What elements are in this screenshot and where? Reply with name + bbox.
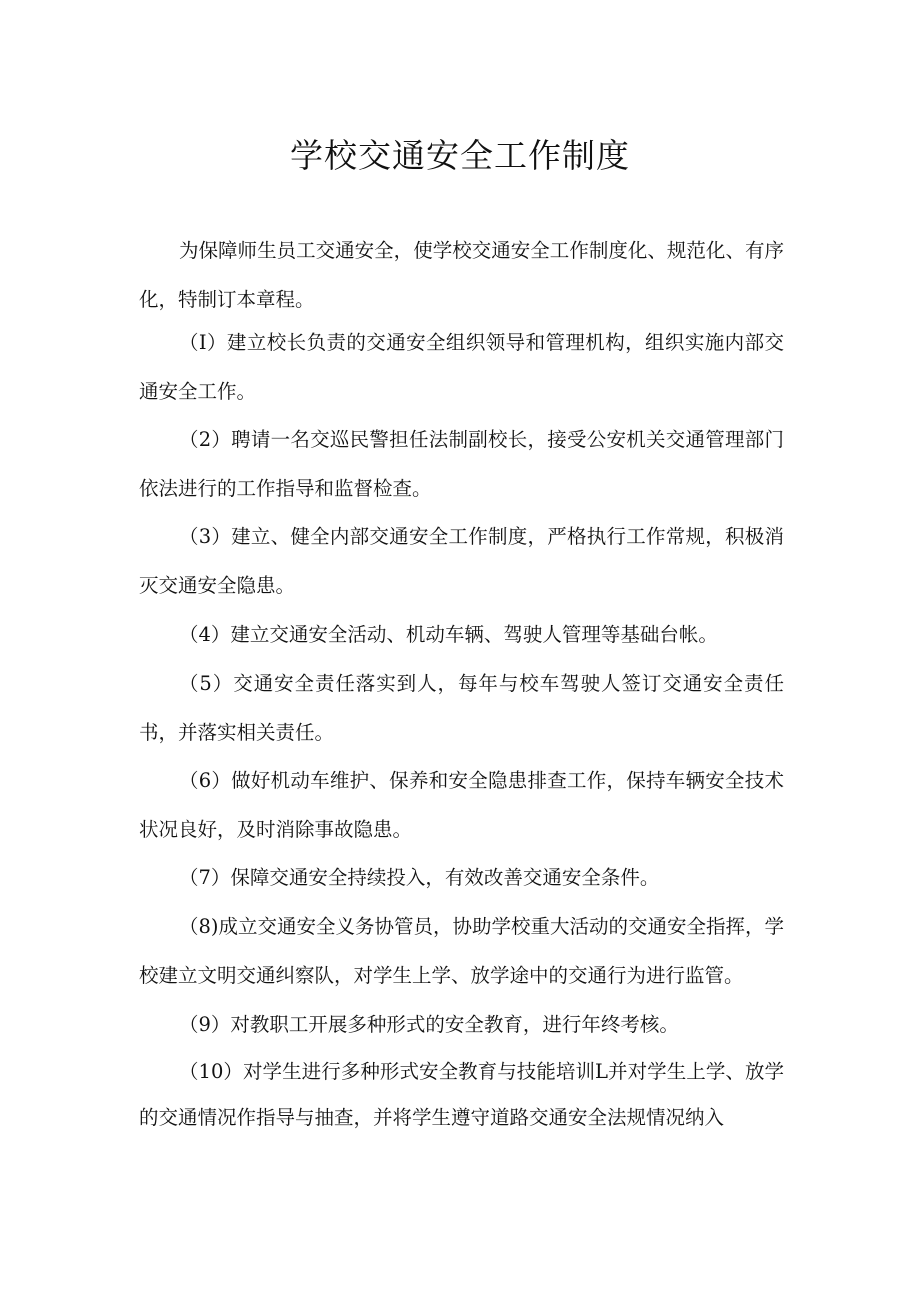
- item-9-paragraph: （9）对教职工开展多种形式的安全教育，进行年终考核。: [179, 1013, 679, 1036]
- item-3-paragraph: （3）建立、健全内部交通安全工作制度，严格执行工作常规，积极消灭交通安全隐患。: [139, 525, 784, 597]
- item-1-paragraph: （I）建立校长负责的交通安全组织领导和管理机构，组织实施内部交通安全工作。: [139, 331, 784, 403]
- item-10-paragraph: （10）对学生进行多种形式安全教育与技能培训L并对学生上学、放学的交通情况作指导与抽查，并将学生遵守道路交通安全法规情况纳入: [139, 1060, 784, 1129]
- item-4-paragraph: （4）建立交通安全活动、机动车辆、驾驶人管理等基础台帐。: [179, 623, 718, 646]
- document-title: 学校交通安全工作制度: [290, 136, 630, 175]
- item-8-paragraph: （8)成立交通安全义务协管员，协助学校重大活动的交通安全指挥，学校建立文明交通纠察队，对学生上学、放学途中的交通行为进行监管。: [139, 915, 785, 987]
- intro-paragraph: 为保障师生员工交通安全，使学校交通安全工作制度化、规范化、有序化，特制订本章程。: [139, 239, 784, 311]
- item-2-paragraph: （2）聘请一名交巡民警担任法制副校长，接受公安机关交通管理部门依法进行的工作指导和监督检查。: [139, 428, 784, 500]
- item-5-paragraph: （5）交通安全责任落实到人，每年与校车驾驶人签订交通安全责任书，并落实相关责任。: [139, 672, 784, 744]
- item-7-paragraph: （7）保障交通安全持续投入，有效改善交通安全条件。: [179, 866, 660, 889]
- item-6-paragraph: （6）做好机动车维护、保养和安全隐患排查工作，保持车辆安全技术状况良好，及时消除事故隐患。: [139, 769, 784, 841]
